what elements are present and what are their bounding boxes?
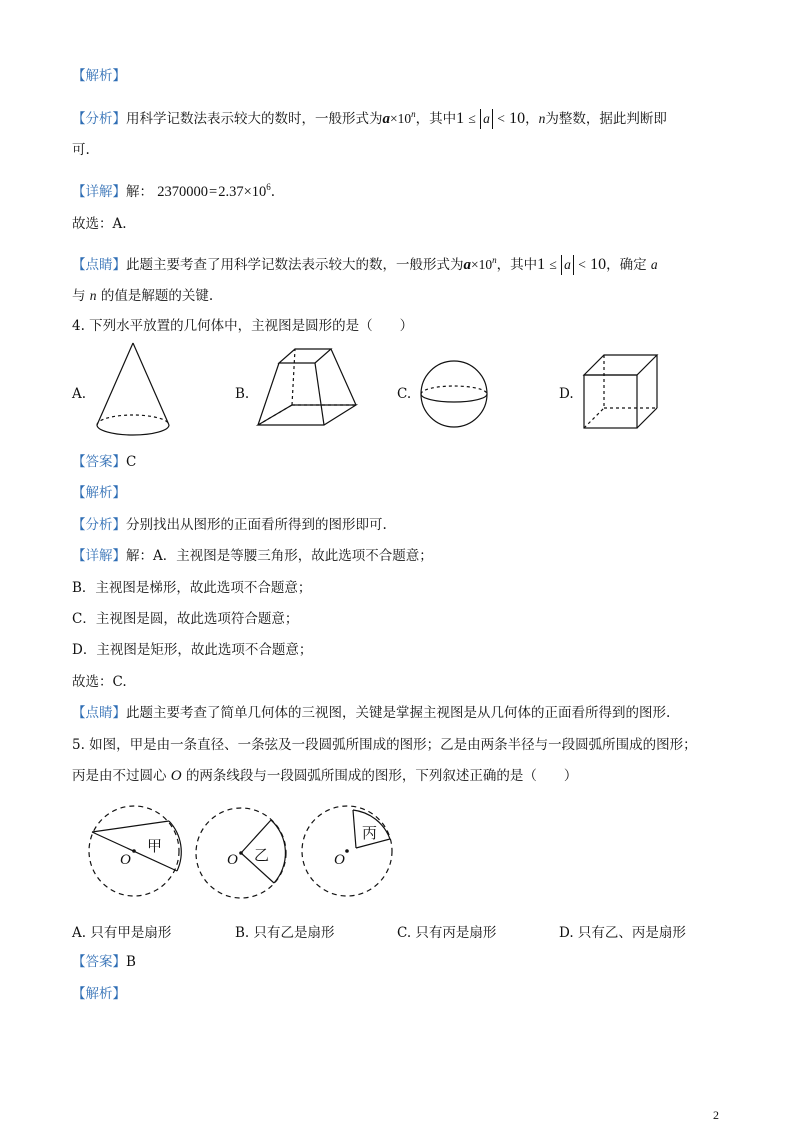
bing-center-dot bbox=[345, 849, 349, 853]
label-yi: 乙 bbox=[254, 846, 270, 864]
q5-option-c: C. 只有丙是扇形 bbox=[397, 925, 497, 941]
page-number: 2 bbox=[713, 1108, 719, 1122]
q4-line-c: C．主视图是圆，故此选项符合题意； bbox=[72, 611, 299, 627]
q3-dianjing-ten: 10 bbox=[590, 256, 607, 273]
q3-fenxi-ten: 10 bbox=[509, 110, 526, 127]
q3-fenxi-comma: ， bbox=[525, 111, 539, 127]
q3-expr-eq: = bbox=[209, 184, 218, 200]
q3-expr-left: 2370000 bbox=[157, 184, 209, 200]
frustum-figure bbox=[258, 349, 356, 425]
q4-stem: 4. 下列水平放置的几何体中，主视图是圆形的是（ ） bbox=[72, 318, 414, 334]
q4-answer-line bbox=[72, 453, 136, 471]
q5-answer: B bbox=[126, 954, 136, 970]
q3-fenxi-abs: a bbox=[480, 109, 493, 129]
q3-fenxi-times: ×10 bbox=[390, 111, 412, 126]
label-o-yi: O bbox=[227, 852, 238, 868]
q5-stem-line2 bbox=[72, 767, 577, 785]
q3-fenxi-cont: 可. bbox=[72, 142, 90, 158]
q5-stem2-post: 的两条线段与一段圆弧所围成的图形，下列叙述正确的是（ ） bbox=[185, 768, 578, 784]
q4-xiangjie-line bbox=[72, 547, 433, 565]
q4-dianjing-line bbox=[72, 704, 670, 722]
q5-option-b: B. 只有乙是扇形 bbox=[235, 925, 335, 941]
q3-dianjing-one: 1 bbox=[537, 256, 546, 273]
q4-line-b: B．主视图是梯形，故此选项不合题意； bbox=[72, 580, 312, 596]
q3-fenxi-rest: 为整数，据此判断即 bbox=[545, 111, 667, 127]
q3-fenxi-qizhong: ，其中 bbox=[415, 111, 457, 127]
q5-stem-line1: 5. 如图，甲是由一条直径、一条弦及一段圆弧所围成的图形；乙是由两条半径与一段圆弧所围成的图形； bbox=[72, 737, 697, 753]
q3-dianjing-a2: a bbox=[650, 257, 658, 272]
q4-jiexi-tag: 【解析】 bbox=[72, 485, 126, 501]
label-jia: 甲 bbox=[147, 837, 163, 855]
q3-fenxi-n: n bbox=[538, 111, 546, 126]
q3-dianjing-abs: a bbox=[561, 255, 574, 275]
q4-dianjing-text: 此题主要考查了简单几何体的三视图，关键是掌握主视图是从几何体的正面看所得到的图形. bbox=[126, 705, 671, 721]
q3-expr-right: 2.37×10 bbox=[218, 184, 267, 200]
q3-fenxi-lt: < bbox=[497, 111, 505, 126]
q4-xiangjie-tag: 【详解】 bbox=[72, 548, 126, 564]
q4-option-c: C. bbox=[397, 386, 412, 402]
q3-fenxi-le: ≤ bbox=[468, 111, 476, 126]
label-bing: 丙 bbox=[362, 824, 378, 842]
q4-fenxi-line bbox=[72, 516, 387, 534]
q5-answer-line bbox=[72, 953, 136, 971]
q3-dianjing-cont-post: 的值是解题的关键. bbox=[100, 288, 214, 304]
q3-xiangjie-prefix: 解： bbox=[126, 184, 153, 200]
jia-center-dot bbox=[132, 849, 136, 853]
dianjing-tag: 【点睛】 bbox=[72, 257, 126, 273]
q4-option-a: A. bbox=[72, 386, 87, 402]
daan-tag: 【答案】 bbox=[72, 454, 126, 470]
q3-fenxi-a: a bbox=[382, 111, 390, 127]
q3-dianjing-text: 此题主要考查了用科学记数法表示较大的数，一般形式为 bbox=[126, 257, 464, 273]
q3-guxuan: 故选：A. bbox=[72, 216, 127, 232]
q4-option-d: D. bbox=[559, 386, 574, 402]
q3-dianjing-a: a bbox=[463, 257, 471, 273]
q4-line-d: D．主视图是矩形，故此选项不合题意； bbox=[72, 642, 313, 658]
q4-xiangjie-text: 解：A．主视图是等腰三角形，故此选项不合题意； bbox=[126, 548, 433, 564]
cone-figure bbox=[97, 343, 169, 435]
q5-stem2-o: O bbox=[170, 768, 182, 784]
q3-dianjing-cont-n: n bbox=[89, 288, 97, 303]
q4-fenxi-tag: 【分析】 bbox=[72, 517, 126, 533]
q3-dianjing-lt: < bbox=[578, 257, 586, 272]
q3-fenxi-n-exp: n bbox=[411, 109, 416, 119]
q3-dianjing-qizhong: ，其中 bbox=[496, 257, 538, 273]
cube-figure bbox=[584, 355, 657, 428]
label-o-jia: O bbox=[120, 852, 131, 868]
q3-expr-end: . bbox=[270, 184, 276, 200]
q3-dianjing-cont-pre: 与 bbox=[72, 288, 86, 304]
fenxi-tag: 【分析】 bbox=[72, 111, 126, 127]
q5-stem2-pre: 丙是由不过圆心 bbox=[72, 768, 167, 784]
q4-fenxi-text: 分别找出从图形的正面看所得到的图形即可. bbox=[126, 517, 387, 533]
q5-option-a: A. 只有甲是扇形 bbox=[72, 925, 172, 941]
q4-guxuan: 故选：C. bbox=[72, 674, 127, 690]
q3-dianjing-n-exp: n bbox=[492, 255, 497, 265]
xiangjie-tag: 【详解】 bbox=[72, 184, 126, 200]
q5-jiexi-tag: 【解析】 bbox=[72, 986, 126, 1002]
label-o-bing: O bbox=[334, 852, 345, 868]
q5-option-d: D. 只有乙、丙是扇形 bbox=[559, 925, 686, 941]
jiexi-tag: 【解析】 bbox=[72, 68, 126, 84]
q3-dianjing-times: ×10 bbox=[471, 257, 493, 272]
yi-center-dot bbox=[239, 851, 243, 855]
q4-option-b: B. bbox=[235, 386, 250, 402]
q4-answer: C bbox=[126, 454, 137, 470]
q5-daan-tag: 【答案】 bbox=[72, 954, 126, 970]
sphere-figure bbox=[421, 361, 487, 427]
q3-dianjing-tail: ，确定 bbox=[606, 257, 647, 273]
q3-fenxi-text: 用科学记数法表示较大的数时，一般形式为 bbox=[126, 111, 383, 127]
q3-fenxi-one: 1 bbox=[456, 110, 465, 127]
q3-dianjing-le: ≤ bbox=[549, 257, 557, 272]
q4-dianjing-tag: 【点睛】 bbox=[72, 705, 126, 721]
q3-expr-exp: 6 bbox=[266, 182, 271, 192]
